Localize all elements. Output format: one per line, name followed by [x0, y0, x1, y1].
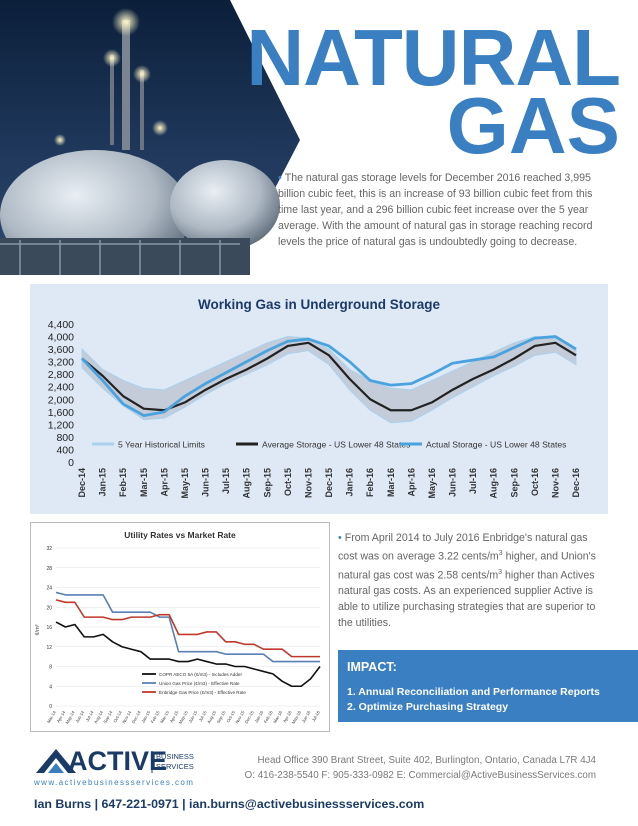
- x-tick-label: Mar-15: [138, 468, 149, 498]
- x-tick-label: Oct-15: [282, 468, 293, 497]
- bullet-icon: •: [278, 172, 282, 184]
- x-tick-label: May-15: [179, 468, 190, 499]
- x-tick-label: Jun-14: [74, 710, 86, 724]
- x-tick-label: Apr-15: [159, 468, 170, 497]
- x-tick-label: Apr-15: [168, 710, 180, 724]
- x-tick-label: Feb-15: [118, 468, 129, 498]
- footer-contact: Ian Burns | 647-221-0971 | ian.burns@activebusinessservices.com: [34, 797, 425, 811]
- x-tick-label: Feb-15: [149, 710, 161, 725]
- x-tick-label: May-14: [64, 710, 76, 725]
- impact-item-1: 1. Annual Reconciliation and Performance Reports: [347, 686, 600, 698]
- address-line-2: O: 416-238-5540 F: 905-333-0982 E: Commercial@ActiveBusinessServices.com: [244, 770, 596, 781]
- chart-title: Working Gas in Underground Storage: [197, 297, 441, 312]
- x-tick-label: Jan-15: [140, 710, 152, 724]
- x-tick-label: Nov-16: [550, 468, 561, 499]
- x-tick-label: Apr-14: [55, 710, 67, 724]
- x-tick-label: Mar-15: [159, 710, 171, 724]
- logo-services: SERVICES: [156, 762, 194, 771]
- logo-word: ACTIVE: [68, 746, 168, 776]
- y-tick-label: 800: [56, 431, 74, 444]
- bullet-icon: •: [338, 532, 342, 544]
- y-tick-label: 28: [46, 565, 52, 572]
- y-tick-label: 0: [68, 457, 74, 469]
- x-tick-label: May-16: [426, 468, 437, 499]
- x-tick-label: Oct-14: [112, 710, 123, 724]
- x-tick-label: Oct-16: [529, 468, 540, 497]
- impact-box: [338, 650, 638, 722]
- x-tick-label: Nov-15: [234, 710, 246, 725]
- x-tick-label: Feb-16: [365, 468, 376, 498]
- x-tick-label: Dec-14: [130, 710, 142, 725]
- y-tick-label: 16: [46, 625, 52, 631]
- x-tick-label: Apr-16: [406, 468, 417, 497]
- x-tick-label: Sep-16: [509, 468, 520, 498]
- x-tick-label: Aug-15: [241, 468, 252, 499]
- x-tick-label: Aug-14: [92, 710, 105, 725]
- x-tick-label: Jul-16: [468, 468, 479, 495]
- x-tick-label: Apr-16: [281, 710, 293, 724]
- address-block: [245, 753, 596, 783]
- x-tick-label: Sep-14: [102, 710, 114, 725]
- x-tick-label: Jan-16: [253, 710, 265, 724]
- legend-label-1: Union Gas Price (¢/m3) - Effective Rate: [159, 680, 240, 686]
- y-tick-label: 4,400: [47, 319, 74, 331]
- x-tick-label: Dec-16: [571, 468, 581, 498]
- y-tick-label: 2,800: [47, 369, 74, 382]
- y-tick-label: 1,200: [47, 419, 74, 432]
- x-tick-label: Feb-16: [262, 710, 274, 725]
- x-tick-label: Oct-15: [225, 710, 237, 724]
- x-tick-label: Mar-16: [272, 710, 284, 724]
- title-gas: GAS: [446, 81, 620, 170]
- x-tick-label: Jan-15: [97, 468, 108, 497]
- x-tick-label: Aug-15: [206, 710, 218, 725]
- x-tick-label: Sep-15: [262, 468, 273, 498]
- x-tick-label: Mar-14: [45, 710, 57, 724]
- legend-label-0: COPR AECO 5A (¢/m3) - Includes Adder: [159, 671, 242, 677]
- rates-paragraph: • From April 2014 to July 2016 Enbridge's natural gas cost was on average 3.22 cents/$m^3$ higher, and Union's natural gas cost was 2.58 cents/$m^3$ higher than Actives natural gas costs. As an experienced supplier Active is able to utilize purchasing strategies that are superior to the utilities.: [338, 532, 596, 630]
- x-tick-label: Jul-16: [310, 710, 321, 723]
- x-tick-label: Jun-16: [447, 468, 458, 498]
- y-axis-label: ¢/m³: [35, 624, 41, 636]
- y-tick-label: 32: [46, 546, 52, 552]
- chart-title: Utility Rates vs Market Rate: [124, 530, 236, 540]
- y-tick-label: 3,200: [47, 356, 74, 369]
- y-tick-label: 400: [56, 444, 74, 457]
- storage-paragraph-text: The natural gas storage levels for December 2016 reached 3,995 billion cubic feet, this is an increase of 93 billion cubic feet from this time last year, and a 296 billion cubic feet increase over the 5 year average. With the amount of natural gas in storage reaching record levels the price of natural gas is undoubtedly going to decrease.: [278, 172, 593, 248]
- utility-rates-chart: [30, 522, 330, 732]
- logo-business: BUSINESS: [156, 752, 194, 761]
- y-tick-label: 1,600: [47, 406, 74, 419]
- y-tick-label: 3,600: [47, 344, 74, 357]
- address-line-1: Head Office 390 Brant Street, Suite 402, Burlington, Ontario, Canada L7R 4J4: [257, 755, 596, 766]
- x-tick-label: Jun-16: [300, 710, 312, 724]
- x-tick-label: Jul-14: [84, 710, 95, 723]
- x-tick-label: Nov-14: [121, 710, 133, 725]
- y-tick-label: 8: [49, 664, 52, 671]
- x-tick-label: Mar-16: [385, 468, 396, 498]
- x-tick-label: Jul-15: [197, 710, 208, 723]
- y-tick-label: 0: [49, 704, 52, 710]
- x-tick-label: Dec-15: [324, 468, 334, 498]
- x-tick-label: Dec-15: [243, 710, 255, 725]
- x-tick-label: Nov-15: [303, 468, 314, 499]
- x-tick-label: Sep-15: [215, 710, 227, 725]
- y-tick-label: 4,000: [47, 331, 74, 344]
- y-tick-label: 4: [49, 684, 52, 691]
- legend-label-2: Enbridge Gas Price (¢/m3) - Effective Rate: [159, 689, 246, 695]
- x-tick-label: Jul-15: [221, 468, 232, 495]
- legend-label-actual: Actual Storage - US Lower 48 States: [426, 439, 567, 450]
- x-tick-label: Jan-16: [344, 468, 355, 497]
- legend-label-average: Average Storage - US Lower 48 States: [262, 439, 411, 450]
- storage-paragraph: [278, 170, 608, 250]
- y-tick-label: 12: [46, 644, 52, 651]
- impact-item-2: 2. Optimize Purchasing Strategy: [347, 701, 509, 713]
- x-tick-label: Jun-15: [187, 710, 199, 724]
- y-tick-label: 20: [46, 605, 52, 612]
- impact-heading: IMPACT:: [347, 660, 397, 674]
- legend-label-band: 5 Year Historical Limits: [118, 439, 205, 450]
- logo-url: www.activebusinessservices.com: [34, 778, 195, 787]
- y-tick-label: 2,000: [47, 394, 74, 407]
- x-tick-label: May-16: [290, 710, 303, 725]
- x-tick-label: Aug-16: [488, 468, 499, 499]
- x-tick-label: Jun-15: [200, 468, 211, 498]
- x-tick-label: May-15: [177, 710, 189, 725]
- storage-chart: [30, 284, 608, 514]
- y-tick-label: 24: [46, 585, 52, 592]
- y-tick-label: 2,400: [47, 381, 74, 394]
- active-logo: [34, 745, 219, 791]
- title-natural: NATURAL: [246, 13, 620, 102]
- x-tick-label: Dec-14: [77, 468, 87, 498]
